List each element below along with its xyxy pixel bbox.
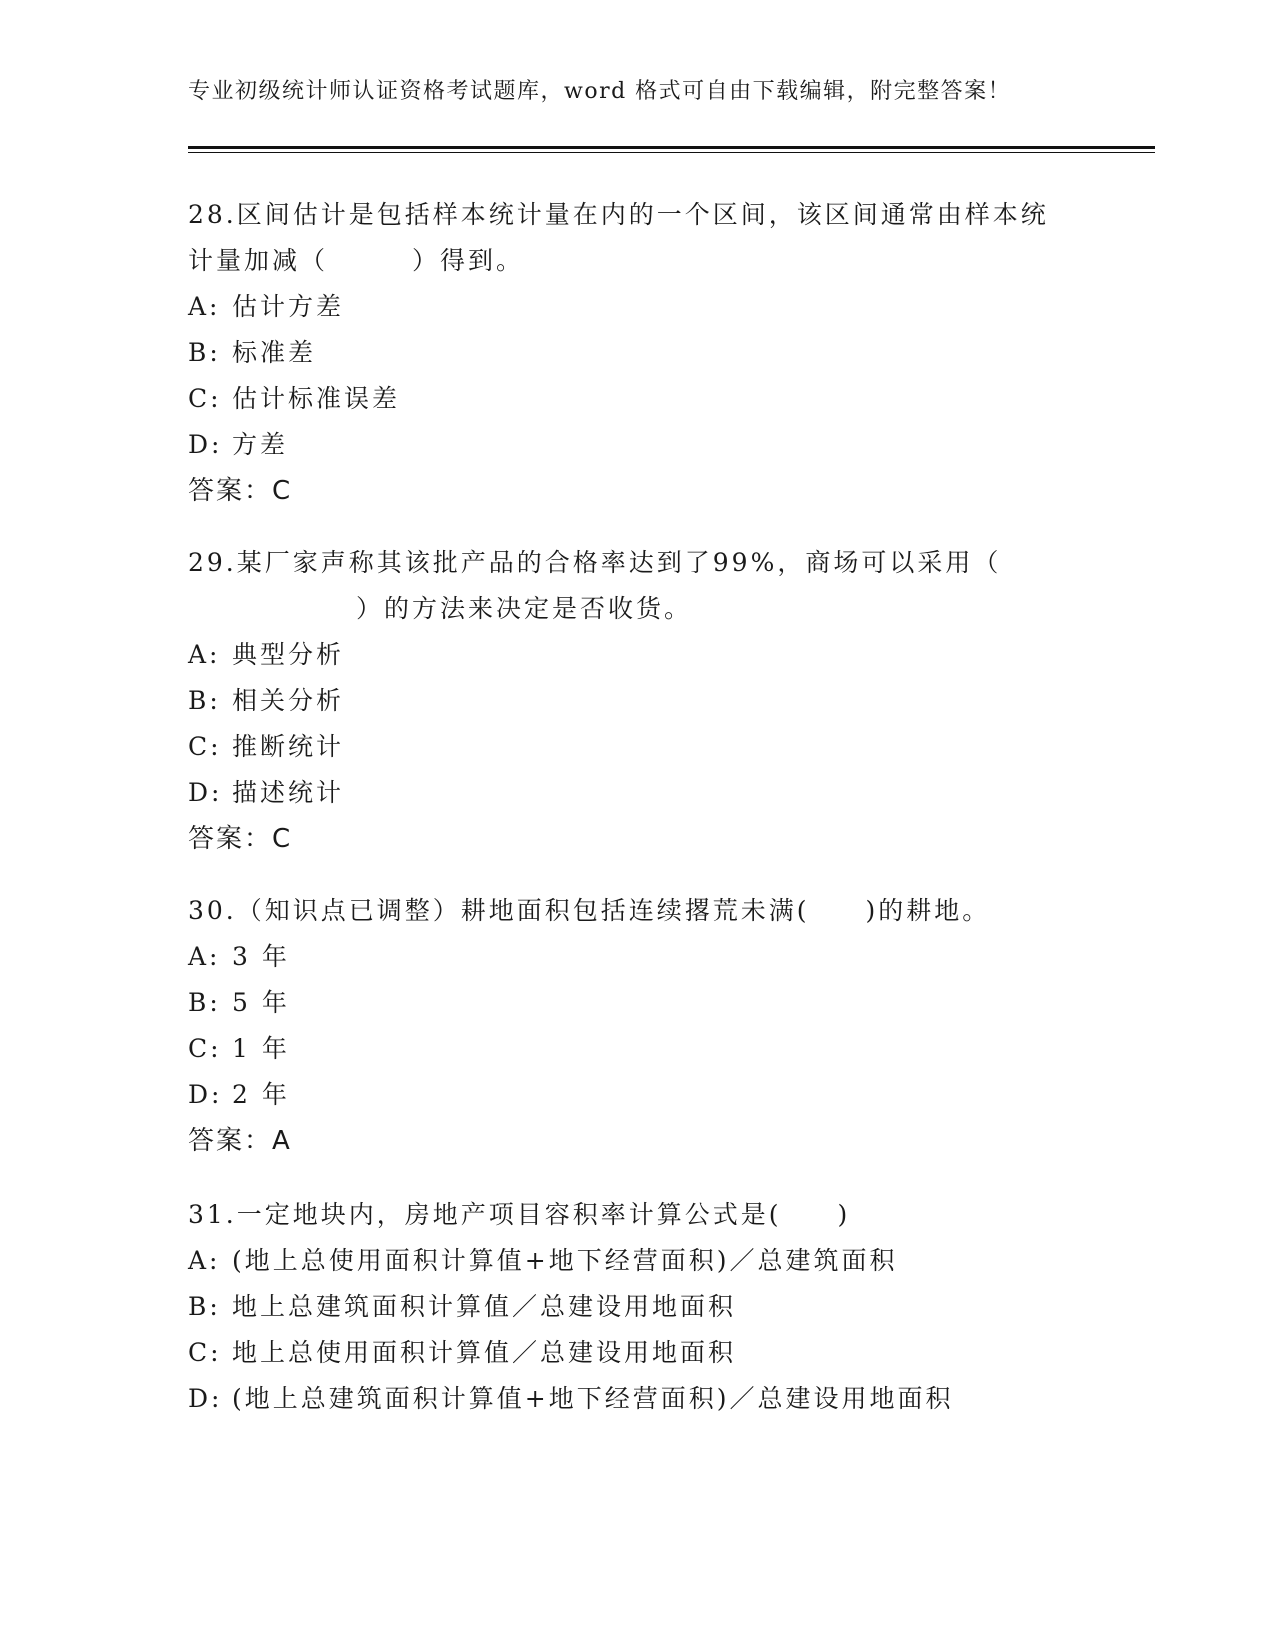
answer-line: 答案：C	[188, 824, 293, 854]
option-key: A:	[188, 1246, 221, 1275]
option-text: 2 年	[232, 1080, 290, 1109]
option-d	[188, 770, 1088, 816]
option-key: A:	[188, 942, 221, 971]
question-stem-line: 29.某厂家声称其该批产品的合格率达到了99%，商场可以采用（	[188, 548, 1002, 577]
option-d	[188, 1072, 1088, 1118]
option-key: D:	[188, 430, 223, 459]
option-text: (地上总建筑面积计算值+地下经营面积)／总建设用地面积	[232, 1384, 954, 1413]
answer-line: 答案：A	[188, 1126, 292, 1156]
option-key: C:	[188, 1034, 222, 1063]
option-text: 3 年	[232, 942, 290, 971]
option-d	[188, 422, 1088, 468]
option-d	[188, 1376, 1088, 1422]
option-key: B:	[188, 686, 221, 715]
page-header: 专业初级统计师认证资格考试题库，word 格式可自由下载编辑，附完整答案！	[188, 79, 1012, 104]
option-key: C:	[188, 1338, 222, 1367]
question-29	[188, 540, 1088, 862]
question-stem-line: 计量加减（ ）得到。	[188, 246, 525, 275]
option-text: 方差	[232, 430, 289, 459]
option-a	[188, 1238, 1088, 1284]
option-text: 1 年	[232, 1034, 290, 1063]
option-text: 典型分析	[232, 640, 345, 669]
option-a	[188, 934, 1088, 980]
option-key: B:	[188, 1292, 221, 1321]
option-text: (地上总使用面积计算值+地下经营面积)／总建筑面积	[232, 1246, 898, 1275]
option-key: C:	[188, 732, 222, 761]
option-text: 5 年	[232, 988, 290, 1017]
answer-line: 答案：C	[188, 476, 293, 506]
option-a	[188, 632, 1088, 678]
option-key: D:	[188, 1384, 223, 1413]
question-28	[188, 192, 1088, 514]
option-key: B:	[188, 338, 221, 367]
option-c	[188, 724, 1088, 770]
option-b	[188, 678, 1088, 724]
option-key: A:	[188, 640, 221, 669]
option-key: C:	[188, 384, 222, 413]
question-stem-line: 30.（知识点已调整）耕地面积包括连续撂荒未满( )的耕地。	[188, 896, 991, 925]
option-text: 标准差	[232, 338, 317, 367]
question-stem-line: 28.区间估计是包括样本统计量在内的一个区间，该区间通常由样本统	[188, 200, 1049, 229]
question-31	[188, 1192, 1088, 1422]
header-divider-thick	[188, 146, 1155, 149]
option-key: D:	[188, 778, 223, 807]
option-text: 地上总使用面积计算值／总建设用地面积	[232, 1338, 737, 1367]
option-key: B:	[188, 988, 221, 1017]
option-key: D:	[188, 1080, 223, 1109]
question-stem-line: ）的方法来决定是否收货。	[188, 594, 693, 623]
option-text: 地上总建筑面积计算值／总建设用地面积	[232, 1292, 737, 1321]
option-text: 估计方差	[232, 292, 345, 321]
option-c	[188, 376, 1088, 422]
option-text: 描述统计	[232, 778, 345, 807]
option-b	[188, 980, 1088, 1026]
option-a	[188, 284, 1088, 330]
option-b	[188, 1284, 1088, 1330]
option-key: A:	[188, 292, 221, 321]
question-stem-line: 31.一定地块内，房地产项目容积率计算公式是( )	[188, 1200, 851, 1229]
option-text: 相关分析	[232, 686, 345, 715]
option-text: 估计标准误差	[232, 384, 401, 413]
question-30	[188, 888, 1088, 1164]
option-b	[188, 330, 1088, 376]
option-c	[188, 1330, 1088, 1376]
header-divider-thin	[188, 152, 1155, 153]
option-text: 推断统计	[232, 732, 345, 761]
option-c	[188, 1026, 1088, 1072]
